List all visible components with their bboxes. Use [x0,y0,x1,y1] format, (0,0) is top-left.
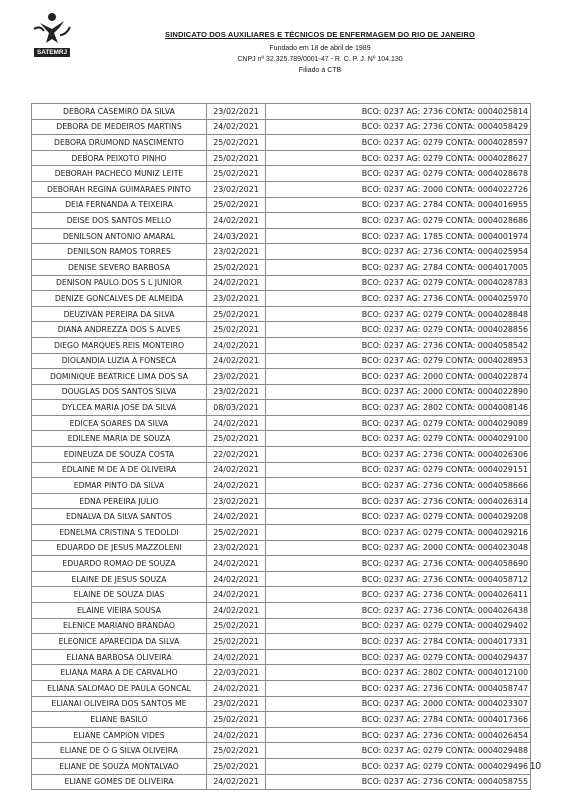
bank-account-cell: BCO: 0237 AG: 2736 CONTA: 0004025814 [266,104,531,120]
date-cell: 24/02/2021 [207,571,266,587]
member-name-cell: EDUARDO ROMAO DE SOUZA [32,556,207,572]
table-row [32,680,531,696]
bank-account-cell: BCO: 0237 AG: 0279 CONTA: 0004029488 [266,743,531,759]
table-row [32,275,531,291]
bank-account-cell: BCO: 0237 AG: 0279 CONTA: 0004028686 [266,213,531,229]
bank-account-cell: BCO: 0237 AG: 2802 CONTA: 0004008146 [266,400,531,416]
date-cell: 25/02/2021 [207,634,266,650]
date-cell: 25/02/2021 [207,431,266,447]
members-table [31,103,531,790]
date-cell: 25/02/2021 [207,197,266,213]
bank-account-cell: BCO: 0237 AG: 0279 CONTA: 0004029089 [266,415,531,431]
date-cell: 25/02/2021 [207,712,266,728]
bank-account-cell: BCO: 0237 AG: 2736 CONTA: 0004026438 [266,603,531,619]
member-name-cell: DOMINIQUE BEATRICE LIMA DOS SA [32,369,207,385]
date-cell: 23/02/2021 [207,384,266,400]
date-cell: 25/02/2021 [207,525,266,541]
members-table-body [32,104,531,790]
bank-account-cell: BCO: 0237 AG: 2736 CONTA: 0004026314 [266,493,531,509]
bank-account-cell: BCO: 0237 AG: 2736 CONTA: 0004058542 [266,337,531,353]
member-name-cell: DEBORAH PACHECO MUNIZ LEITE [32,166,207,182]
date-cell: 24/02/2021 [207,478,266,494]
table-row [32,509,531,525]
member-name-cell: ELIANE DE O G SILVA OLIVEIRA [32,743,207,759]
bank-account-cell: BCO: 0237 AG: 2000 CONTA: 0004022874 [266,369,531,385]
member-name-cell: DOUGLAS DOS SANTOS SILVA [32,384,207,400]
date-cell: 24/02/2021 [207,415,266,431]
bank-account-cell: BCO: 0237 AG: 2736 CONTA: 0004058755 [266,774,531,790]
table-row [32,291,531,307]
bank-account-cell: BCO: 0237 AG: 2736 CONTA: 0004026411 [266,587,531,603]
member-name-cell: DEBORA DRUMOND NASCIMENTO [32,135,207,151]
header-title: SINDICATO DOS AUXILIARES E TÉCNICOS DE ENFERMAGEM DO RIO DE JANEIRO [165,30,475,39]
member-name-cell: ELIANE CAMPION VIDES [32,727,207,743]
date-cell: 25/02/2021 [207,259,266,275]
member-name-cell: DENILSON ANTONIO AMARAL [32,228,207,244]
date-cell: 25/02/2021 [207,758,266,774]
table-row [32,478,531,494]
member-name-cell: EDUARDO DE JESUS MAZZOLENI [32,540,207,556]
bank-account-cell: BCO: 0237 AG: 2000 CONTA: 0004023307 [266,696,531,712]
bank-account-cell: BCO: 0237 AG: 0279 CONTA: 0004028627 [266,150,531,166]
table-row [32,743,531,759]
table-row [32,696,531,712]
table-row [32,228,531,244]
table-row [32,119,531,135]
table-row [32,758,531,774]
member-name-cell: EDILENE MARIA DE SOUZA [32,431,207,447]
member-name-cell: DENISON PAULO DOS S L JUNIOR [32,275,207,291]
bank-account-cell: BCO: 0237 AG: 0279 CONTA: 0004029216 [266,525,531,541]
table-row [32,431,531,447]
member-name-cell: DEIA FERNANDA A TEIXEIRA [32,197,207,213]
member-name-cell: ELAINE DE SOUZA DIAS [32,587,207,603]
bank-account-cell: BCO: 0237 AG: 2802 CONTA: 0004012100 [266,665,531,681]
bank-account-cell: BCO: 0237 AG: 2000 CONTA: 0004022726 [266,181,531,197]
bank-account-cell: BCO: 0237 AG: 0279 CONTA: 0004029402 [266,618,531,634]
member-name-cell: DEBORA PEIXOTO PINHO [32,150,207,166]
date-cell: 23/02/2021 [207,696,266,712]
header-cnpj: CNPJ nº 32.325.789/0001-47 - R. C. P. J. Nº 104.130 [237,56,403,63]
date-cell: 24/02/2021 [207,337,266,353]
date-cell: 25/02/2021 [207,306,266,322]
document-header [110,30,530,74]
date-cell: 24/02/2021 [207,509,266,525]
table-row [32,415,531,431]
table-row [32,540,531,556]
date-cell: 24/02/2021 [207,119,266,135]
page-number: 10 [529,761,541,772]
date-cell: 24/03/2021 [207,228,266,244]
table-row [32,150,531,166]
date-cell: 24/02/2021 [207,213,266,229]
table-row [32,135,531,151]
member-name-cell: DYLCEA MARIA JOSE DA SILVA [32,400,207,416]
bank-account-cell: BCO: 0237 AG: 0279 CONTA: 0004028848 [266,306,531,322]
bank-account-cell: BCO: 0237 AG: 2736 CONTA: 0004058666 [266,478,531,494]
member-name-cell: ELIANE GOMES DE OLIVEIRA [32,774,207,790]
date-cell: 23/02/2021 [207,291,266,307]
bank-account-cell: BCO: 0237 AG: 2736 CONTA: 0004025970 [266,291,531,307]
date-cell: 23/02/2021 [207,181,266,197]
member-name-cell: ELAINE VIEIRA SOUSA [32,603,207,619]
bank-account-cell: BCO: 0237 AG: 0279 CONTA: 0004029496 [266,758,531,774]
date-cell: 22/02/2021 [207,447,266,463]
member-name-cell: ELIANA BARBOSA OLIVEIRA [32,649,207,665]
table-row [32,727,531,743]
member-name-cell: ELAINE DE JESUS SOUZA [32,571,207,587]
table-row [32,493,531,509]
bank-account-cell: BCO: 0237 AG: 2736 CONTA: 0004025954 [266,244,531,260]
table-row [32,322,531,338]
member-name-cell: DEBORAH REGINA GUIMARAES PINTO [32,181,207,197]
date-cell: 24/02/2021 [207,649,266,665]
bank-account-cell: BCO: 0237 AG: 2736 CONTA: 0004026306 [266,447,531,463]
table-row [32,556,531,572]
date-cell: 24/02/2021 [207,727,266,743]
member-name-cell: DENISE SEVERO BARBOSA [32,259,207,275]
table-row [32,649,531,665]
date-cell: 24/02/2021 [207,587,266,603]
member-name-cell: EDNA PEREIRA JULIO [32,493,207,509]
table-row [32,571,531,587]
bank-account-cell: BCO: 0237 AG: 0279 CONTA: 0004028597 [266,135,531,151]
bank-account-cell: BCO: 0237 AG: 2000 CONTA: 0004022890 [266,384,531,400]
bank-account-cell: BCO: 0237 AG: 0279 CONTA: 0004029151 [266,462,531,478]
table-row [32,618,531,634]
table-row [32,181,531,197]
member-name-cell: EDNALVA DA SILVA SANTOS [32,509,207,525]
table-row [32,384,531,400]
logo-text: SATEMRJ [36,49,68,56]
member-name-cell: EDINEUZA DE SOUZA COSTA [32,447,207,463]
member-name-cell: DIEGO MARQUES REIS MONTEIRO [32,337,207,353]
date-cell: 24/02/2021 [207,353,266,369]
table-row [32,587,531,603]
header-founded: Fundado em 18 de abril de 1989 [269,45,371,52]
table-row [32,525,531,541]
table-row [32,353,531,369]
table-row [32,369,531,385]
date-cell: 25/02/2021 [207,150,266,166]
date-cell: 24/02/2021 [207,603,266,619]
member-name-cell: ELIANE BASILO [32,712,207,728]
table-row [32,665,531,681]
member-name-cell: ELENICE MARIANO BRANDAO [32,618,207,634]
bank-account-cell: BCO: 0237 AG: 2736 CONTA: 0004058747 [266,680,531,696]
date-cell: 25/02/2021 [207,743,266,759]
table-row [32,104,531,120]
member-name-cell: EDICEA SOARES DA SILVA [32,415,207,431]
date-cell: 25/02/2021 [207,166,266,182]
bank-account-cell: BCO: 0237 AG: 2784 CONTA: 0004016955 [266,197,531,213]
date-cell: 24/02/2021 [207,556,266,572]
table-row [32,603,531,619]
member-name-cell: ELIANE DE SOUZA MONTALVAO [32,758,207,774]
bank-account-cell: BCO: 0237 AG: 2000 CONTA: 0004023048 [266,540,531,556]
bank-account-cell: BCO: 0237 AG: 0279 CONTA: 0004029437 [266,649,531,665]
date-cell: 24/02/2021 [207,275,266,291]
member-name-cell: ELEONICE APARECIDA DA SILVA [32,634,207,650]
member-name-cell: DIANA ANDREZZA DOS S ALVES [32,322,207,338]
table-row [32,166,531,182]
date-cell: 23/02/2021 [207,540,266,556]
member-name-cell: ELIANA SALOMAO DE PAULA GONCAL [32,680,207,696]
member-name-cell: ELIANA MARA A DE CARVALHO [32,665,207,681]
bank-account-cell: BCO: 0237 AG: 1785 CONTA: 0004001974 [266,228,531,244]
date-cell: 25/02/2021 [207,322,266,338]
table-row [32,400,531,416]
bank-account-cell: BCO: 0237 AG: 2736 CONTA: 0004026454 [266,727,531,743]
date-cell: 22/03/2021 [207,665,266,681]
member-name-cell: DEUZIVAN PEREIRA DA SILVA [32,306,207,322]
date-cell: 23/02/2021 [207,493,266,509]
date-cell: 24/02/2021 [207,774,266,790]
table-row [32,244,531,260]
bank-account-cell: BCO: 0237 AG: 2736 CONTA: 0004058712 [266,571,531,587]
table-row [32,197,531,213]
table-row [32,337,531,353]
bank-account-cell: BCO: 0237 AG: 2784 CONTA: 0004017005 [266,259,531,275]
member-name-cell: DEBORA DE MEDEIROS MARTINS [32,119,207,135]
table-row [32,213,531,229]
member-name-cell: DIOLANDIA LUZIA A FONSECA [32,353,207,369]
member-name-cell: DENIZE GONCALVES DE ALMEIDA [32,291,207,307]
date-cell: 24/02/2021 [207,680,266,696]
member-name-cell: DENILSON RAMOS TORRES [32,244,207,260]
date-cell: 23/02/2021 [207,244,266,260]
table-row [32,447,531,463]
table-row [32,712,531,728]
member-name-cell: ELIANAI OLIVEIRA DOS SANTOS ME [32,696,207,712]
date-cell: 23/02/2021 [207,369,266,385]
bank-account-cell: BCO: 0237 AG: 0279 CONTA: 0004029208 [266,509,531,525]
table-row [32,462,531,478]
date-cell: 24/02/2021 [207,462,266,478]
bank-account-cell: BCO: 0237 AG: 2784 CONTA: 0004017366 [266,712,531,728]
bank-account-cell: BCO: 0237 AG: 0279 CONTA: 0004028783 [266,275,531,291]
bank-account-cell: BCO: 0237 AG: 0279 CONTA: 0004028953 [266,353,531,369]
member-name-cell: EDMAR PINTO DA SILVA [32,478,207,494]
table-row [32,774,531,790]
bank-account-cell: BCO: 0237 AG: 0279 CONTA: 0004028856 [266,322,531,338]
bank-account-cell: BCO: 0237 AG: 0279 CONTA: 0004028678 [266,166,531,182]
table-row [32,259,531,275]
member-name-cell: EDLAINE M DE A DE OLIVEIRA [32,462,207,478]
bank-account-cell: BCO: 0237 AG: 0279 CONTA: 0004029100 [266,431,531,447]
member-name-cell: DEBORA CASEMIRO DA SILVA [32,104,207,120]
bank-account-cell: BCO: 0237 AG: 2736 CONTA: 0004058429 [266,119,531,135]
date-cell: 25/02/2021 [207,135,266,151]
member-name-cell: EDNELMA CRISTINA S TEDOLDI [32,525,207,541]
date-cell: 08/03/2021 [207,400,266,416]
bank-account-cell: BCO: 0237 AG: 2736 CONTA: 0004058690 [266,556,531,572]
header-affiliation: Filiado à CTB [298,67,342,74]
date-cell: 25/02/2021 [207,618,266,634]
table-row [32,306,531,322]
member-name-cell: DEISE DOS SANTOS MELLO [32,213,207,229]
date-cell: 23/02/2021 [207,104,266,120]
bank-account-cell: BCO: 0237 AG: 2784 CONTA: 0004017331 [266,634,531,650]
table-row [32,634,531,650]
